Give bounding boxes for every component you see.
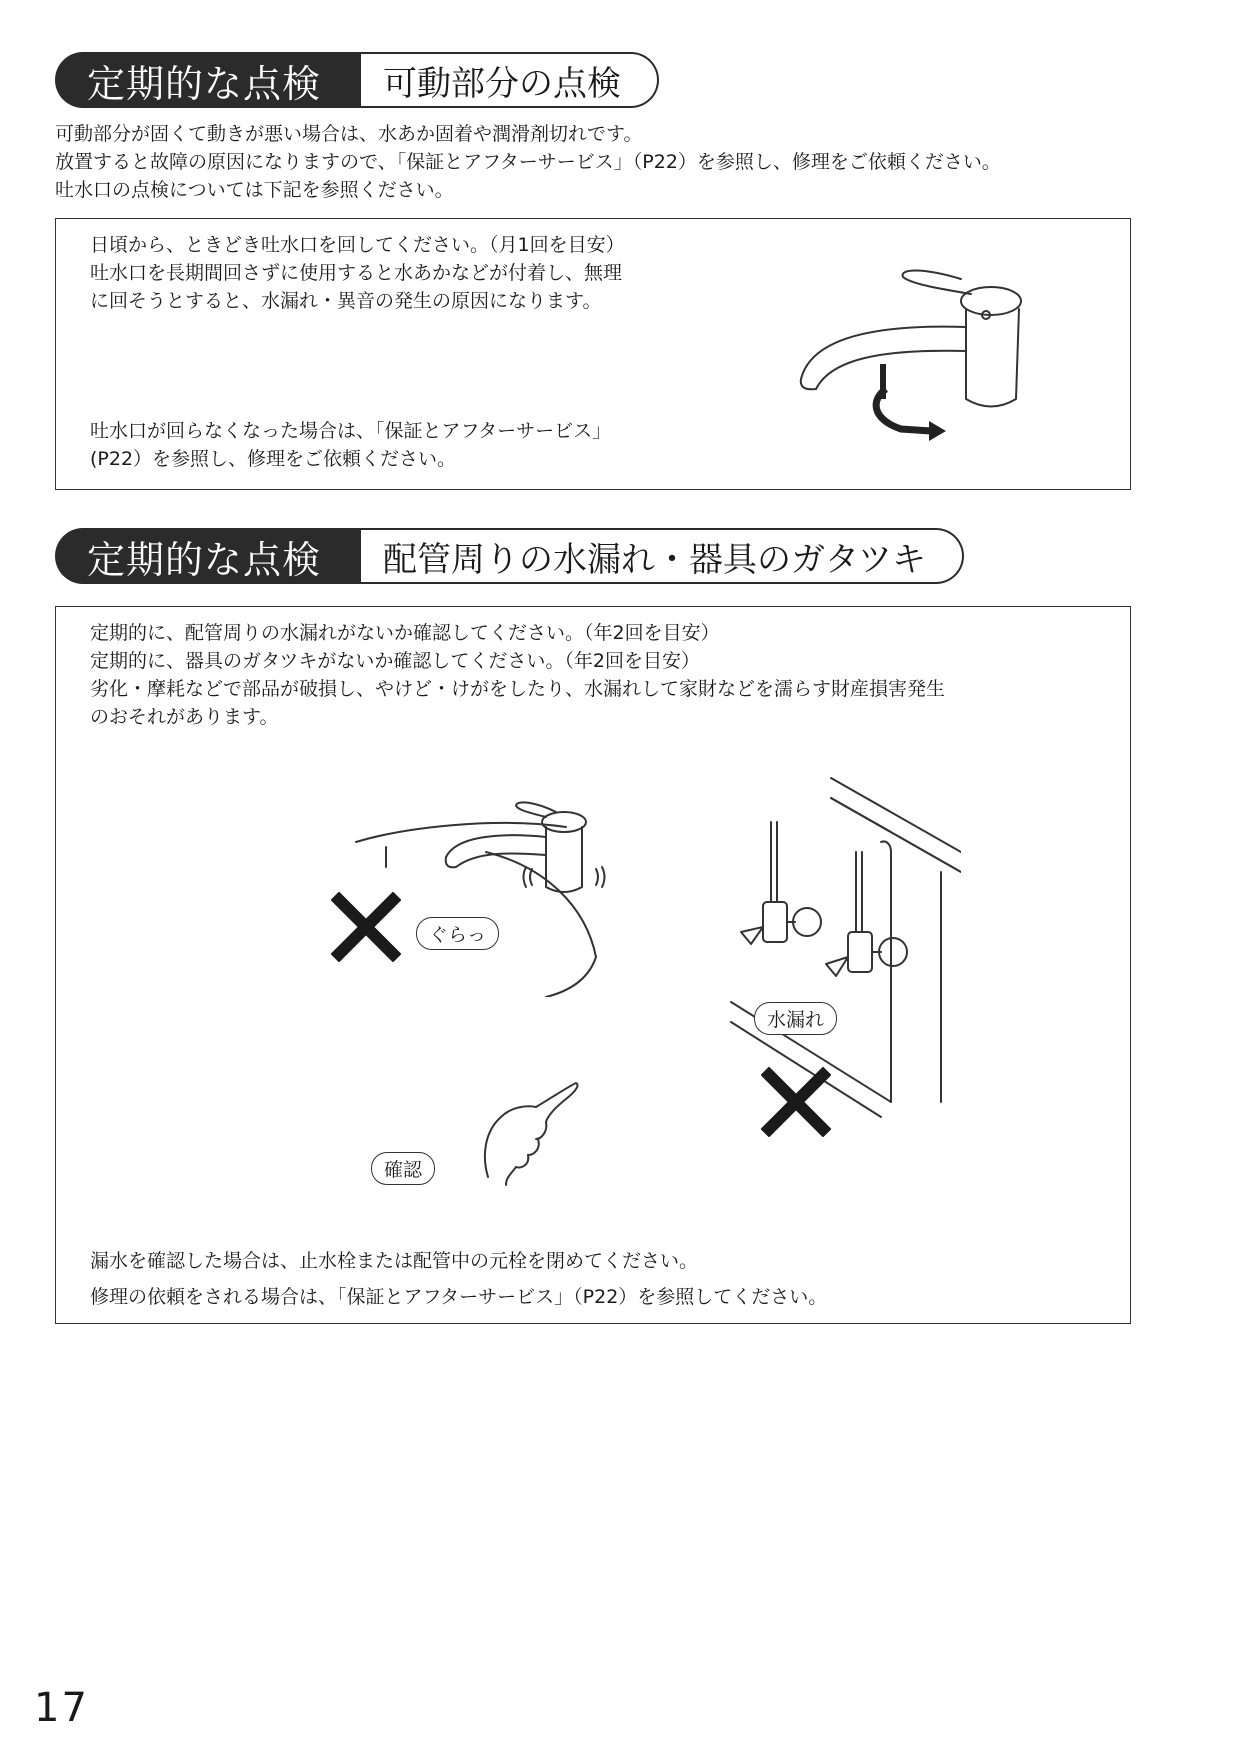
prohibited-x-icon <box>761 1067 831 1137</box>
page-number: 17 <box>34 1685 89 1731</box>
prohibited-x-icon <box>331 892 401 962</box>
section1-header-sub: 可動部分の点検 <box>361 52 659 108</box>
intro-line: 吐水口の点検については下記を参照ください。 <box>55 179 454 201</box>
label-check: 確認 <box>371 1152 435 1185</box>
box-line: 吐水口を長期間回さずに使用すると水あかなどが付着し、無理 <box>90 262 623 284</box>
section2-box-text-bottom <box>90 1243 827 1315</box>
faucet-rotate-illustration <box>791 239 1051 449</box>
section1-box <box>55 218 1131 490</box>
section1-box-text-top <box>90 231 625 315</box>
section2-box-text-top <box>90 619 945 731</box>
section2-header <box>55 528 964 584</box>
pipe-leak-illustration <box>711 772 961 1132</box>
section1-header <box>55 52 659 108</box>
box-line: 日頃から、ときどき吐水口を回してください。（月1回を目安） <box>90 234 625 256</box>
box-line: に回そうとすると、水漏れ・異音の発生の原因になります。 <box>90 290 602 312</box>
intro-line: 放置すると故障の原因になりますので、「保証とアフターサービス」（P22）を参照し、修理をご依頼ください。 <box>55 151 1001 173</box>
box-line: 吐水口が回らなくなった場合は、「保証とアフターサービス」 <box>90 420 612 442</box>
box-line: 劣化・摩耗などで部品が破損し、やけど・けがをしたり、水漏れして家財などを濡らす財産損害発生 <box>90 678 946 700</box>
box-line: 漏水を確認した場合は、止水栓または配管中の元栓を閉めてください。 <box>90 1250 699 1272</box>
intro-line: 可動部分が固くて動きが悪い場合は、水あか固着や潤滑剤切れです。 <box>55 123 643 145</box>
section1-header-main: 定期的な点検 <box>55 52 361 108</box>
box-line: のおそれがあります。 <box>90 706 279 728</box>
section1-intro <box>55 120 1001 204</box>
section2-box <box>55 606 1131 1324</box>
box-line: (P22）を参照し、修理をご依頼ください。 <box>90 448 457 470</box>
pointing-hand-illustration <box>476 1077 586 1187</box>
section2-header-main: 定期的な点検 <box>55 528 361 584</box>
section2-header-sub: 配管周りの水漏れ・器具のガタツキ <box>361 528 964 584</box>
box-line: 定期的に、配管周りの水漏れがないか確認してください。（年2回を目安） <box>90 622 720 644</box>
label-wobble: ぐらっ <box>416 917 499 950</box>
box-line: 修理の依頼をされる場合は、「保証とアフターサービス」（P22）を参照してください。 <box>90 1286 828 1308</box>
box-line: 定期的に、器具のガタツキがないか確認してください。（年2回を目安） <box>90 650 701 672</box>
label-leak: 水漏れ <box>754 1002 837 1035</box>
section1-box-text-bottom <box>90 417 611 473</box>
